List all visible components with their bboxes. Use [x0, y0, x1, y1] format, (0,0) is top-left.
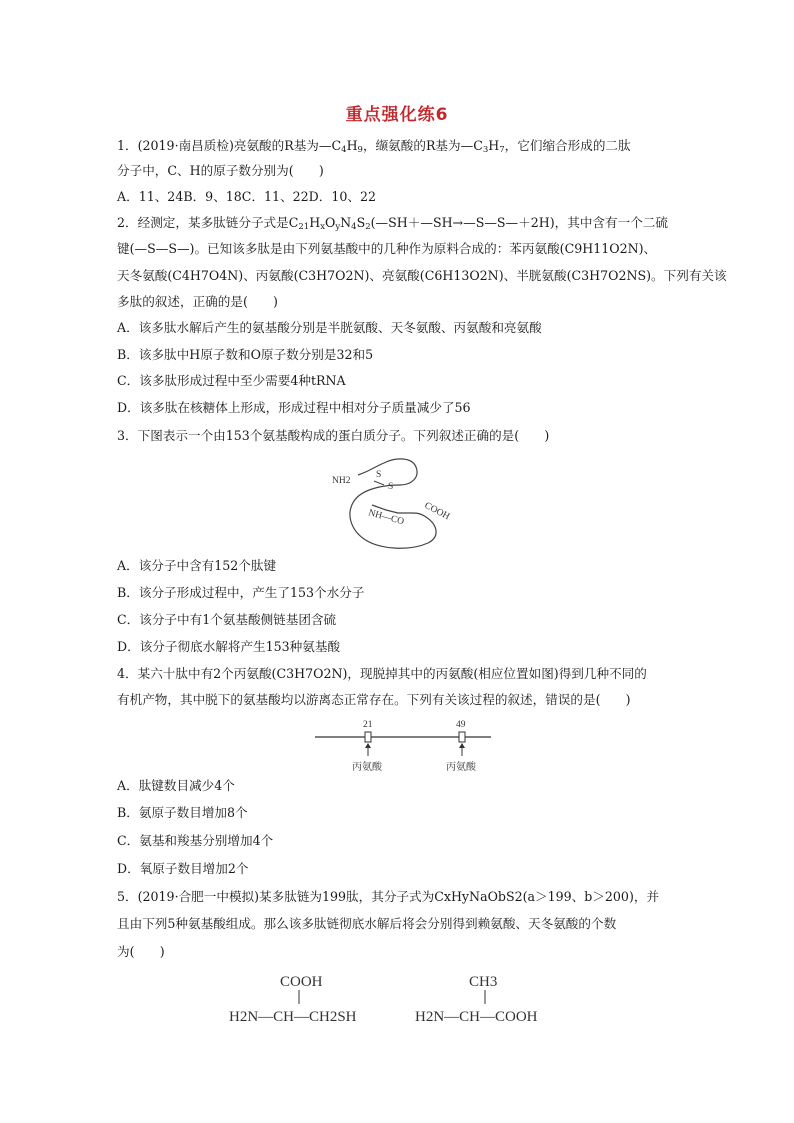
nh2-label: NH2 — [332, 476, 351, 486]
q2-option-d: D．该多肽在核糖体上形成，形成过程中相对分子质量减少了56 — [117, 400, 471, 415]
structure1-main-chain: H2N—CH—CH2SH — [229, 1009, 357, 1025]
q2-option-c: C．该多肽形成过程中至少需要4种tRNA — [117, 373, 346, 388]
position-label-21: 21 — [363, 720, 373, 730]
amino-acid-structures-figure — [225, 966, 575, 1030]
q3-stem: 3．下图表示一个由153个氨基酸构成的蛋白质分子。下列叙述正确的是( ) — [117, 428, 550, 443]
structure2-top-group: CH3 — [469, 974, 498, 990]
peptide-chain-curve — [350, 459, 436, 548]
arrow-head-1 — [365, 743, 371, 748]
alanine-label-1: 丙氨酸 — [352, 762, 382, 773]
q2-stem-line4: 多肽的叙述，正确的是( ) — [117, 294, 278, 309]
arrow-head-2 — [459, 743, 465, 748]
q4-stem-line1: 4．某六十肽中有2个丙氨酸(C3H7O2N)，现脱掉其中的丙氨酸(相应位置如图)得到几种不同的 — [117, 666, 647, 681]
q1-stem-line2: 分子中，C、H的原子数分别为( ) — [117, 163, 324, 178]
sulfur-label-1: S — [376, 470, 382, 480]
alanine-position-figure — [313, 716, 493, 776]
alanine-marker-21 — [365, 732, 371, 742]
sulfur-label-2: S — [388, 482, 394, 492]
q2-stem-line3: 天冬氨酸(C4H7O4N)、丙氨酸(C3H7O2N)、亮氨酸(C6H13O2N)、半胱氨酸(C3H7O2NS)。下列有关该 — [117, 268, 727, 283]
q4-option-d: D．氧原子数目增加2个 — [117, 861, 249, 876]
protein-structure-figure — [328, 455, 468, 555]
q3-option-b: B．该分子形成过程中，产生了153个水分子 — [117, 585, 365, 600]
q5-stem-line3: 为( ) — [117, 944, 165, 959]
q2-stem-line1: 2．经测定，某多肽链分子式是$C_{21}H_xO_yN_4S_2(—SH+—SH\to—S—S—+2H)$，其中含有一个二硫 — [117, 215, 668, 232]
q5-stem-line1: 5．(2019·合肥一中模拟)某多肽链为199肽，其分子式为CxHyNaObS2(a＞199、b＞200)，并 — [117, 889, 660, 904]
q4-option-c: C．氨基和羧基分别增加4个 — [117, 833, 274, 848]
q2-stem-line2: 键(—S—S—)。已知该多肽是由下列氨基酸中的几种作为原料合成的：苯丙氨酸(C9H11O2N)、 — [117, 241, 657, 256]
structure1-top-group: COOH — [280, 974, 323, 990]
q3-option-a: A．该分子中含有152个肽键 — [117, 558, 277, 573]
alanine-label-2: 丙氨酸 — [446, 762, 476, 773]
cooh-label: COOH — [422, 500, 452, 523]
q1-stem-line1: 1．(2019·南昌质检)亮氨酸的R基为$—C_4H_9$，缬氨酸的R基为$—C_3H_7$，它们缩合形成的二肽 — [117, 138, 631, 155]
q5-stem-line2: 且由下列5种氨基酸组成。那么该多肽链彻底水解后将会分别得到赖氨酸、天冬氨酸的个数 — [117, 916, 617, 931]
disulfide-bond-line — [374, 481, 384, 485]
q3-option-d: D．该分子彻底水解将产生153种氨基酸 — [117, 639, 341, 654]
page-title: 重点强化练6 — [345, 105, 449, 125]
q1-options: A．11、24B．9、18C．11、22D．10、22 — [117, 189, 377, 204]
q2-option-a: A．该多肽水解后产生的氨基酸分别是半胱氨酸、天冬氨酸、丙氨酸和亮氨酸 — [117, 320, 542, 335]
alanine-marker-49 — [459, 732, 465, 742]
q3-option-c: C．该分子中有1个氨基酸侧链基团含硫 — [117, 612, 337, 627]
q4-option-b: B．氨原子数目增加8个 — [117, 805, 248, 820]
q4-stem-line2: 有机产物，其中脱下的氨基酸均以游离态正常存在。下列有关该过程的叙述，错误的是( ) — [117, 692, 631, 707]
q2-option-b: B．该多肽中H原子数和O原子数分别是32和5 — [117, 347, 374, 362]
q4-option-a: A．肽键数目减少4个 — [117, 778, 235, 793]
structure2-main-chain: H2N—CH—COOH — [415, 1009, 538, 1025]
peptide-bond-label: NH—CO — [367, 508, 405, 528]
position-label-49: 49 — [456, 720, 466, 730]
